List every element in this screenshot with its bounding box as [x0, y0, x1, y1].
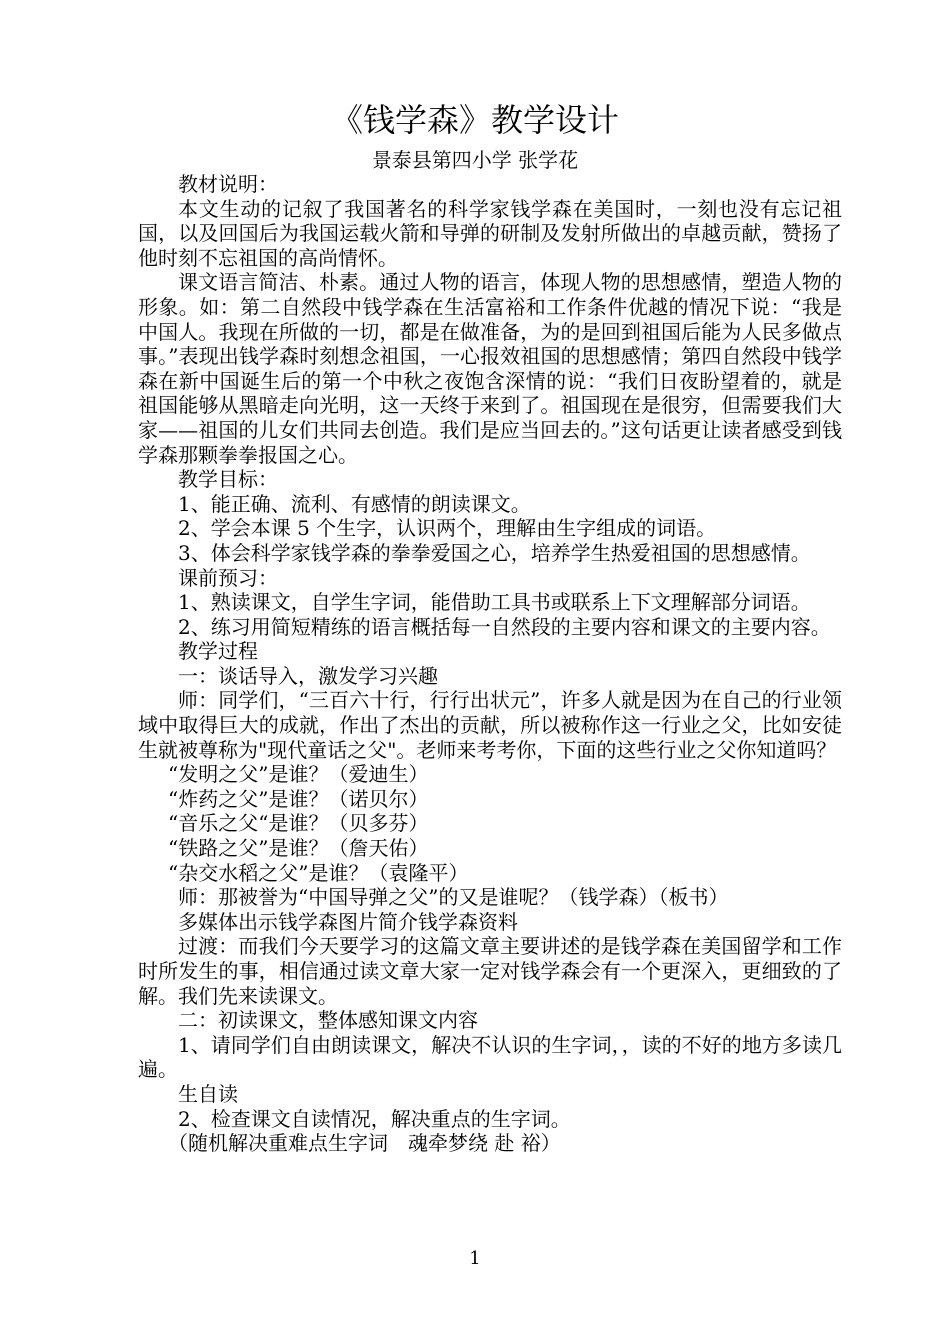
paragraph: 生自读 — [178, 1081, 238, 1106]
paragraph: （随机解决重难点生字词 魂牵梦绕 赴 裕） — [168, 1131, 561, 1156]
section-heading: 课前预习： — [178, 565, 278, 590]
list-item: 2、练习用简短精练的语言概括每一自然段的主要内容和课文的主要内容。 — [178, 614, 831, 639]
author-line: 景泰县第四小学 张学花 — [371, 148, 579, 172]
paragraph: 多媒体出示钱学森图片简介钱学森资料 — [178, 909, 518, 934]
section-heading: 教学目标： — [178, 467, 278, 492]
section-heading: 教学过程 — [178, 639, 258, 664]
list-item: “铁路之父”是谁？（詹天佑） — [168, 836, 429, 861]
paragraph: 本文生动的记叙了我国著名的科学家钱学森在美国时，一刻也没有忘记祖国，以及回国后为我国运载火箭和导弹的研制及发射所做出的卓越贡献，赞扬了他时刻不忘祖国的高尚情怀。 — [138, 196, 842, 270]
paragraph: 课文语言简洁、朴素。通过人物的语言，体现人物的思想感情，塑造人物的形象。如：第二自然段中钱学森在生活富裕和工作条件优越的情况下说：“我是中国人。我现在所做的一切，都是在做准备，为的是回到祖国后能为人民多做点事。”表现出钱学森时刻想念祖国，一心报效祖国的思想感情；第四自然段中钱学森在新中国诞生后的第一个中秋之夜饱含深情的说：“我们日夜盼望着的，就是祖国能够从黑暗走向光明，这一天终于来到了。祖国现在是很穷，但需要我们大家——祖国的儿女们共同去创造。我们是应当回去的。”这句话更让读者感受到钱学森那颗拳拳报国之心。 — [138, 270, 842, 467]
list-item: “发明之父”是谁？（爱迪生） — [168, 762, 429, 787]
page-number: 1 — [469, 1248, 481, 1269]
paragraph: 师：同学们，“三百六十行，行行出状元”，许多人就是因为在自己的行业领域中取得巨大的成就，作出了杰出的贡献，所以被称作这一行业之父，比如安徒生就被尊称为"现代童话之父"。老师来考考你，下面的这些行业之父你知道吗？ — [138, 688, 842, 762]
list-item: “炸药之父”是谁？（诺贝尔） — [168, 786, 429, 811]
list-item: 3、体会科学家钱学森的拳拳爱国之心，培养学生热爱祖国的思想感情。 — [178, 540, 811, 565]
list-item: “杂交水稻之父”是谁？（袁隆平） — [168, 860, 469, 885]
subsection-heading: 一：谈话导入，激发学习兴趣 — [178, 663, 438, 688]
list-item: 2、学会本课 5 个生字，认识两个，理解由生字组成的词语。 — [178, 516, 717, 541]
paragraph: 过渡：而我们今天要学习的这篇文章主要讲述的是钱学森在美国留学和工作时所发生的事，相信通过读文章大家一定对钱学森会有一个更深入，更细致的了解。我们先来读课文。 — [138, 934, 842, 1008]
list-item: 2、检查课文自读情况，解决重点的生字词。 — [178, 1106, 571, 1131]
document-title: 《钱学森》教学设计 — [330, 101, 619, 139]
list-item: 1、请同学们自由朗读课文，解决不认识的生字词，，读的不好的地方多读几遍。 — [138, 1032, 842, 1082]
list-item: 1、能正确、流利、有感情的朗读课文。 — [178, 491, 531, 516]
section-heading: 教材说明： — [178, 172, 278, 196]
paragraph: 师：那被誉为“中国导弹之父”的又是谁呢？（钱学森）（板书） — [178, 885, 729, 910]
list-item: “音乐之父“是谁？（贝多芬） — [168, 811, 429, 836]
subsection-heading: 二：初读课文，整体感知课文内容 — [178, 1008, 478, 1033]
document-body — [138, 172, 842, 1156]
list-item: 1、熟读课文，自学生字词，能借助工具书或联系上下文理解部分词语。 — [178, 590, 811, 615]
